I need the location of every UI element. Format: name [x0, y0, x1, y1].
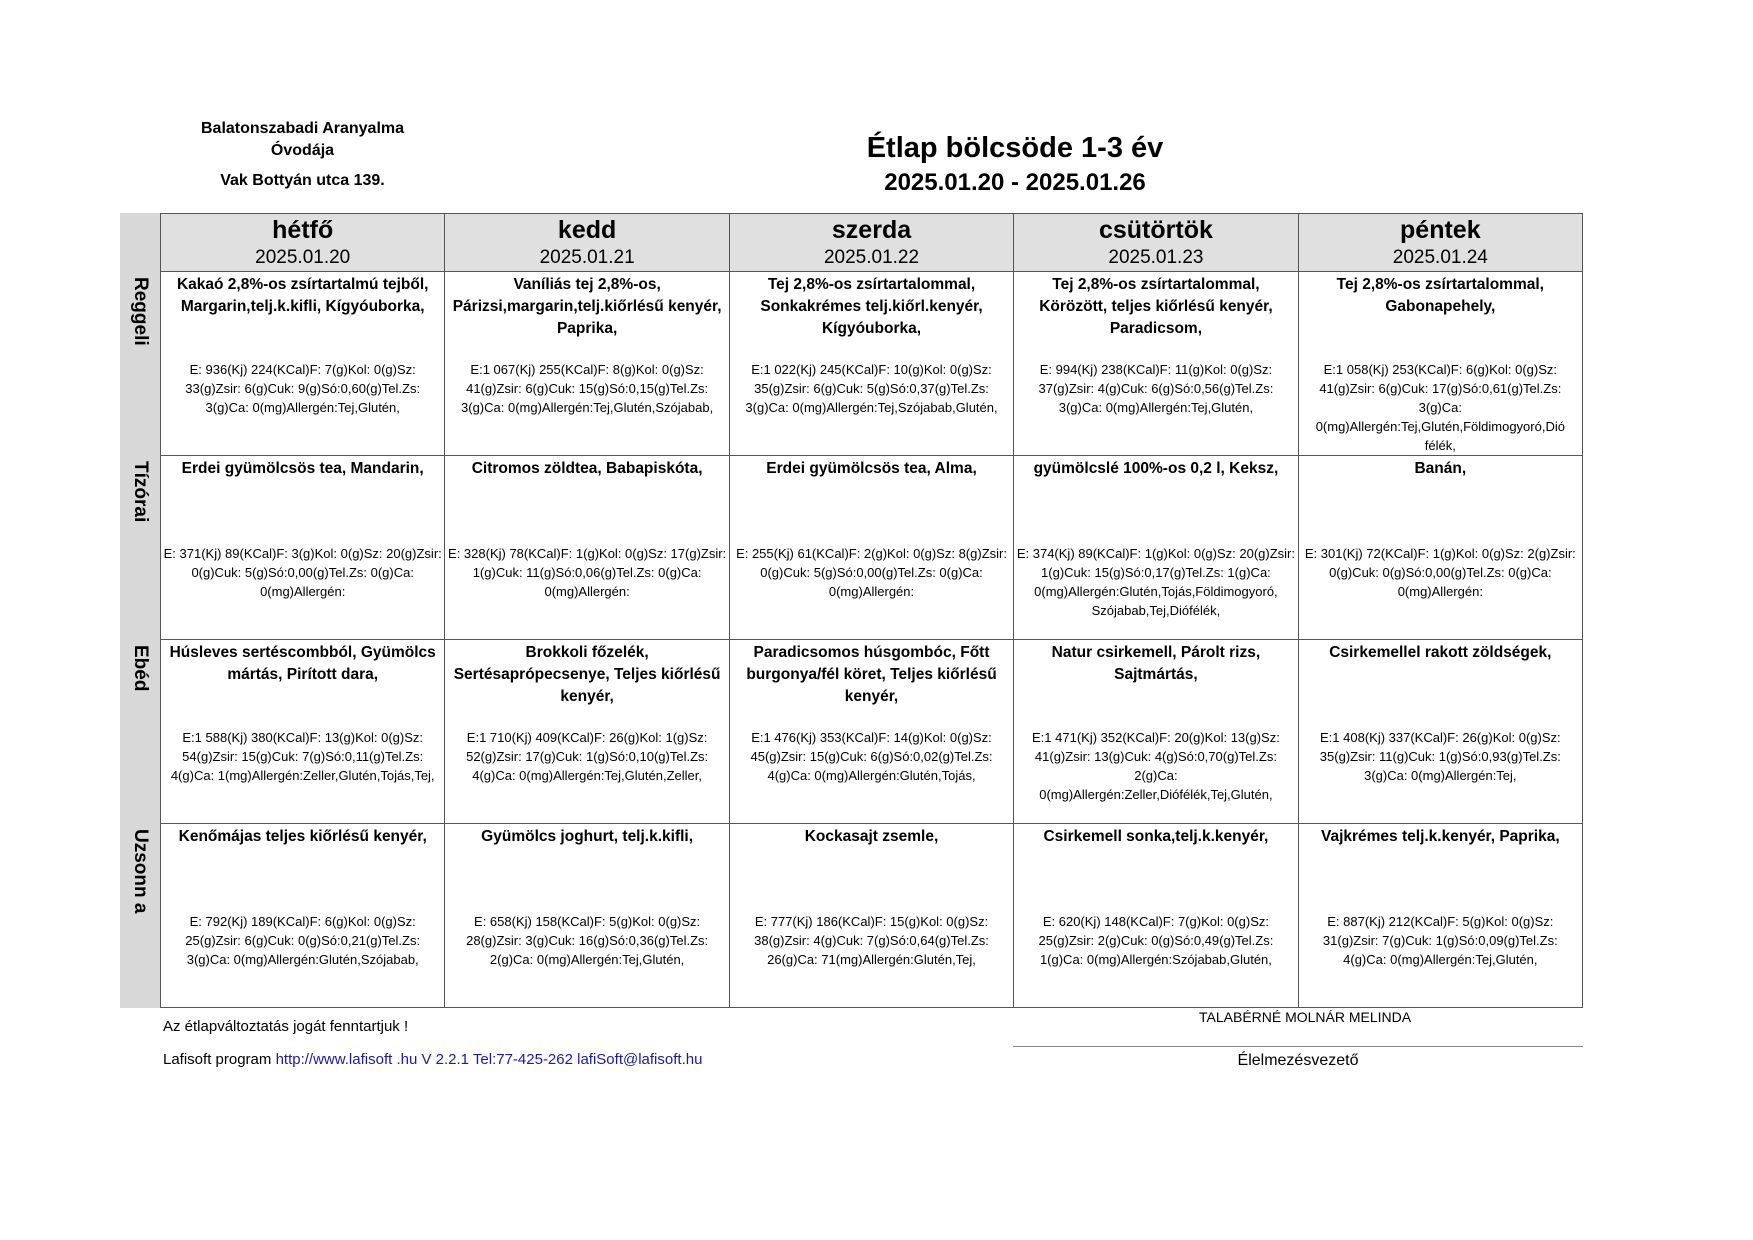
date-range: 2025.01.20 - 2025.01.26 — [884, 169, 1146, 196]
meal-cell — [1014, 824, 1298, 1008]
meal-cell — [161, 824, 445, 1008]
dish-text: Kenőmájas teljes kiőrlésű kenyér, — [178, 828, 427, 845]
day-date: 2025.01.22 — [823, 247, 920, 268]
meal-cell — [161, 456, 445, 640]
meal-row-lunch — [161, 640, 1583, 824]
nutrition-text: E: 328(Kj) 78(KCal)F: 1(g)Kol: 0(g)Sz: 17(g)Zsir: 1(g)Cuk: 11(g)Só:0,06(g)Tel.Zs: 0(g)Ca: 0(mg)Allergén: — [448, 546, 727, 599]
meal-row-breakfast — [161, 272, 1583, 456]
day-name: kedd — [557, 216, 617, 244]
nutrition-text: E:1 022(Kj) 245(KCal)F: 10(g)Kol: 0(g)Sz: 35(g)Zsir: 6(g)Cuk: 5(g)Só:0,37(g)Tel.Zs: 3(g)Ca: 0(mg)Allergén:Tej,Szójabab,Glutén, — [745, 362, 998, 415]
nutrition-text: E: 658(Kj) 158(KCal)F: 5(g)Kol: 0(g)Sz: 28(g)Zsir: 3(g)Cuk: 16(g)Só:0,36(g)Tel.Zs: 2(g)Ca: 0(mg)Allergén:Tej,Glutén, — [466, 914, 709, 967]
meal-cell — [445, 640, 729, 824]
day-name: péntek — [1400, 216, 1481, 244]
dish-text: Csirkemellel rakott zöldségek, — [1329, 644, 1552, 661]
day-name: szerda — [831, 216, 912, 244]
nutrition-text: E:1 588(Kj) 380(KCal)F: 13(g)Kol: 0(g)Sz: 54(g)Zsir: 15(g)Cuk: 7(g)Só:0,11(g)Tel.Zs: 4(g)Ca: 1(mg)Allergén:Zeller,Glutén,Tojás,Tej, — [170, 730, 435, 783]
dish-text: Vajkrémes telj.k.kenyér, Paprika, — [1320, 828, 1560, 845]
nutrition-text: E: 371(Kj) 89(KCal)F: 3(g)Kol: 0(g)Sz: 20(g)Zsir: 0(g)Cuk: 5(g)Só:0,00(g)Tel.Zs: 0(g)Ca: 0(mg)Allergén: — [163, 546, 442, 599]
program-info — [163, 1051, 702, 1068]
dish-text: Tej 2,8%-os zsírtartalommal, Körözött, teljes kiőrlésű kenyér, Paradicsom, — [1039, 276, 1273, 337]
dish-text: Kockasajt zsemle, — [804, 828, 939, 845]
signer-name: TALABÉRNÉ MOLNÁR MELINDA — [1199, 1009, 1412, 1025]
day-date: 2025.01.20 — [255, 247, 351, 268]
meal-cell — [730, 824, 1014, 1008]
nutrition-text: E: 936(Kj) 224(KCal)F: 7(g)Kol: 0(g)Sz: 33(g)Zsir: 6(g)Cuk: 9(g)Só:0,60(g)Tel.Zs: 3(g)Ca: 0(mg)Allergén:Tej,Glutén, — [185, 362, 421, 415]
dish-text: Húsleves sertéscombból, Gyümölcs mártás, Pirított dara, — [169, 644, 436, 683]
meal-cell — [445, 272, 729, 456]
meal-cell — [1014, 456, 1298, 640]
meal-cell — [161, 272, 445, 456]
dish-text: Tej 2,8%-os zsírtartalommal, Sonkakrémes telj.kiőrl.kenyér, Kígyóuborka, — [760, 276, 983, 337]
program-link[interactable]: http://www.lafisoft .hu V 2.2.1 Tel:77-425-262 lafiSoft@lafisoft.hu — [275, 1051, 703, 1068]
meal-cell — [1014, 272, 1298, 456]
org-address: Vak Bottyán utca 139. — [220, 172, 385, 189]
meal-sidebar: Reggeli Tízórai Ebéd Uzsonn a — [120, 213, 160, 1008]
dish-text: Erdei gyümölcsös tea, Mandarin, — [181, 460, 424, 477]
nutrition-text: E: 374(Kj) 89(KCal)F: 1(g)Kol: 0(g)Sz: 20(g)Zsir: 1(g)Cuk: 15(g)Só:0,17(g)Tel.Zs: 1(g)Ca: 0(mg)Allergén:Glutén,Tojás,Földimogyoró, Szójabab,Tej,Diófélék, — [1016, 546, 1295, 618]
nutrition-text: E: 887(Kj) 212(KCal)F: 5(g)Kol: 0(g)Sz: 31(g)Zsir: 7(g)Cuk: 1(g)Só:0,09(g)Tel.Zs: 4(g)Ca: 0(mg)Allergén:Tej,Glutén, — [1322, 914, 1558, 967]
dish-text: Kakaó 2,8%-os zsírtartalmú tejből, Margarin,telj.k.kifli, Kígyóuborka, — [176, 276, 429, 315]
nutrition-text: E: 792(Kj) 189(KCal)F: 6(g)Kol: 0(g)Sz: 25(g)Zsir: 6(g)Cuk: 0(g)Só:0,21(g)Tel.Zs: 3(g)Ca: 0(mg)Allergén:Glutén,Szójabab, — [185, 914, 421, 967]
org-name-line2: Óvodája — [270, 142, 335, 159]
day-name: hétfő — [272, 216, 334, 244]
org-name-line1: Balatonszabadi Aranyalma — [200, 120, 405, 137]
menu-table — [120, 213, 1583, 1008]
dish-text: Paradicsomos húsgombóc, Főtt burgonya/fél köret, Teljes kiőrlésű kenyér, — [746, 644, 997, 705]
meal-cell — [445, 824, 729, 1008]
organization-info — [160, 118, 445, 192]
meal-row-afternoon-snack — [161, 824, 1583, 1008]
page-title: Étlap bölcsöde 1-3 év — [866, 132, 1164, 164]
nutrition-text: E: 620(Kj) 148(KCal)F: 7(g)Kol: 0(g)Sz: 25(g)Zsir: 2(g)Cuk: 0(g)Só:0,49(g)Tel.Zs: 1(g)Ca: 0(mg)Allergén:Szójabab,Glutén, — [1038, 914, 1274, 967]
dish-text: Erdei gyümölcsös tea, Alma, — [766, 460, 977, 477]
dish-text: Csirkemell sonka,telj.k.kenyér, — [1043, 828, 1269, 845]
nutrition-text: E: 777(Kj) 186(KCal)F: 15(g)Kol: 0(g)Sz: 38(g)Zsir: 4(g)Cuk: 7(g)Só:0,64(g)Tel.Zs: 26(g)Ca: 71(mg)Allergén:Glutén,Tej, — [754, 914, 989, 967]
day-date: 2025.01.21 — [539, 247, 635, 268]
dish-text: Banán, — [1414, 460, 1467, 477]
nutrition-text: E: 255(Kj) 61(KCal)F: 2(g)Kol: 0(g)Sz: 8(g)Zsir: 0(g)Cuk: 5(g)Só:0,00(g)Tel.Zs: 0(g)Ca: 0(mg)Allergén: — [736, 546, 1007, 599]
nutrition-text: E: 301(Kj) 72(KCal)F: 1(g)Kol: 0(g)Sz: 2(g)Zsir: 0(g)Cuk: 0(g)Só:0,00(g)Tel.Zs: 0(g)Ca: 0(mg)Allergén: — [1304, 546, 1576, 599]
dish-text: Gyümölcs joghurt, telj.k.kifli, — [481, 828, 694, 845]
nutrition-text: E:1 476(Kj) 353(KCal)F: 14(g)Kol: 0(g)Sz: 45(g)Zsir: 15(g)Cuk: 6(g)Só:0,02(g)Tel.Zs: 4(g)Ca: 0(mg)Allergén:Glutén,Tojás, — [750, 730, 993, 783]
meal-cell — [1014, 640, 1298, 824]
signature-line — [1013, 1046, 1583, 1047]
dish-text: Brokkoli főzelék, Sertésaprópecsenye, Teljes kiőrlésű kenyér, — [453, 644, 721, 705]
meal-cell — [730, 272, 1014, 456]
meal-cell — [1299, 824, 1583, 1008]
nutrition-text: E:1 471(Kj) 352(KCal)F: 20(g)Kol: 13(g)Sz: 41(g)Zsir: 13(g)Cuk: 4(g)Só:0,70(g)Tel.Zs: 2(g)Ca: 0(mg)Allergén:Zeller,Diófélék,Tej,Glutén, — [1032, 730, 1280, 802]
day-name: csütörtök — [1098, 216, 1213, 244]
footer-note: Az étlapváltoztatás jogát fenntartjuk ! — [163, 1018, 409, 1035]
day-date: 2025.01.23 — [1108, 247, 1204, 268]
day-header — [730, 214, 1014, 272]
day-header — [1299, 214, 1583, 272]
dish-text: Tej 2,8%-os zsírtartalommal, Gabonapehely, — [1336, 276, 1544, 315]
meal-cell — [1299, 272, 1583, 456]
day-header — [445, 214, 729, 272]
meal-cell — [730, 456, 1014, 640]
program-prefix: Lafisoft program — [163, 1051, 276, 1068]
signer-role: Élelmezésvezető — [1237, 1052, 1359, 1069]
dish-text: Vaníliás tej 2,8%-os, Párizsi,margarin,telj.kiőrlésű kenyér, Paprika, — [452, 276, 722, 337]
dish-text: Natur csirkemell, Párolt rizs, Sajtmártás, — [1051, 644, 1261, 683]
nutrition-text: E:1 067(Kj) 255(KCal)F: 8(g)Kol: 0(g)Sz: 41(g)Zsir: 6(g)Cuk: 15(g)Só:0,15(g)Tel.Zs: 3(g)Ca: 0(mg)Allergén:Tej,Glutén,Szójabab, — [461, 362, 714, 415]
day-header-row — [161, 214, 1583, 272]
nutrition-text: E:1 058(Kj) 253(KCal)F: 6(g)Kol: 0(g)Sz: 41(g)Zsir: 6(g)Cuk: 17(g)Só:0,61(g)Tel.Zs: 3(g)Ca: 0(mg)Allergén:Tej,Glutén,Földimogyoró,Dió félék, — [1315, 362, 1565, 453]
signature-block — [1013, 1008, 1583, 1070]
meal-cell — [445, 456, 729, 640]
meal-cell — [1299, 640, 1583, 824]
nutrition-text: E:1 710(Kj) 409(KCal)F: 26(g)Kol: 1(g)Sz: 52(g)Zsir: 17(g)Cuk: 1(g)Só:0,10(g)Tel.Zs: 4(g)Ca: 0(mg)Allergén:Tej,Glutén,Zeller, — [466, 730, 709, 783]
day-header — [1014, 214, 1298, 272]
nutrition-text: E:1 408(Kj) 337(KCal)F: 26(g)Kol: 0(g)Sz: 35(g)Zsir: 11(g)Cuk: 1(g)Só:0,93(g)Tel.Zs: 3(g)Ca: 0(mg)Allergén:Tej, — [1319, 730, 1561, 783]
dish-text: gyümölcslé 100%-os 0,2 l, Keksz, — [1033, 460, 1279, 477]
meal-cell — [1299, 456, 1583, 640]
menu-grid — [160, 213, 1583, 1008]
meal-row-snack — [161, 456, 1583, 640]
meal-cell — [730, 640, 1014, 824]
day-date: 2025.01.24 — [1392, 247, 1488, 268]
meal-cell — [161, 640, 445, 824]
dish-text: Citromos zöldtea, Babapiskóta, — [471, 460, 703, 477]
day-header — [161, 214, 445, 272]
page-title-block — [760, 130, 1270, 198]
nutrition-text: E: 994(Kj) 238(KCal)F: 11(g)Kol: 0(g)Sz: 37(g)Zsir: 4(g)Cuk: 6(g)Só:0,56(g)Tel.Zs: 3(g)Ca: 0(mg)Allergén:Tej,Glutén, — [1038, 362, 1274, 415]
